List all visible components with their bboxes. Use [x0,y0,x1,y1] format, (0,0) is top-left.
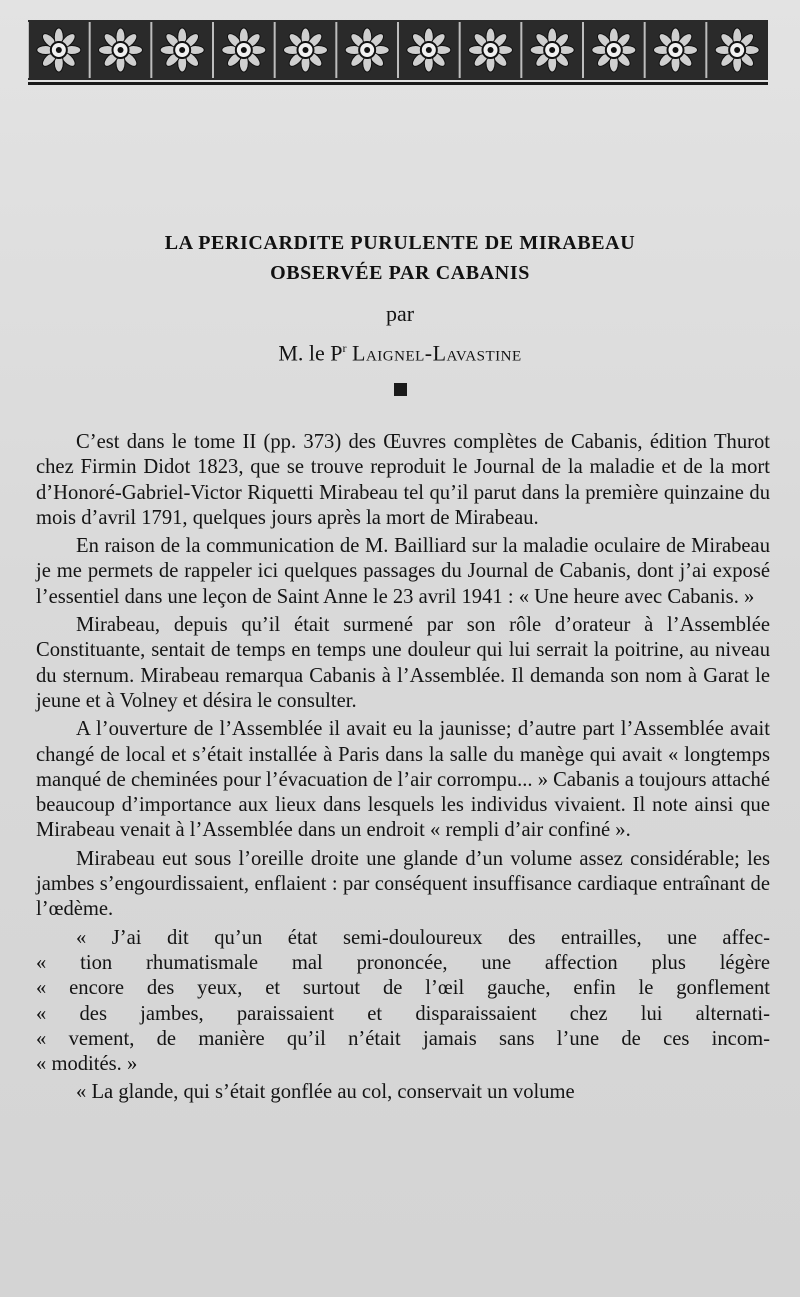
article-title-line-1: LA PERICARDITE PURULENTE DE MIRABEAU [164,232,636,254]
byline-par: par [385,301,415,326]
floral-frieze-ornament [28,20,768,88]
quotation-block [36,926,770,1078]
paragraph-3: Mirabeau, depuis qu’il était surmené par son rôle d’orateur à l’Assemblée Constituante, sentait de temps en temps une douleur qui lui serrait la poitrine, au niveau du sternum. Mirabeau remarqua Cabanis à l’Assemblée. Il demanda son nom à Garat le jeune et à Volney et désira le consulter. [36,614,770,712]
square-ornament-icon [394,383,407,396]
quote-line-4: « des jambes, paraissaient et disparaissaient chez lui alternati- [36,1002,770,1025]
author-prefix: M. le P [278,340,343,366]
quote-line-3: « encore des yeux, et surtout de l’œil gauche, enfin le gonflement [36,977,770,1000]
author-name: Laignel-Lavastine [352,340,522,366]
author-prefix-sup: r [342,341,347,355]
quote-line-1: « J’ai dit qu’un état semi-douloureux des entrailles, une affec- [76,926,770,949]
quote-line-2: « tion rhumatismale mal prononcée, une affection plus légère [36,951,770,974]
article-body [36,430,770,1109]
author-line [0,332,800,369]
paragraph-1: C’est dans le tome II (pp. 373) des Œuvres complètes de Cabanis, édition Thurot chez Firmin Didot 1823, que se trouve reproduit le Journal de la maladie et de la mort d’Honoré-Gabriel-Victor Riquetti Mirabeau tel qu’il parut dans la première quinzaine du mois d’avril 1791, quelques jours après la mort de Mirabeau. [36,431,770,529]
quote-line-6: « modités. » [36,1053,138,1076]
article-heading [0,228,800,369]
article-title-line-2: OBSERVÉE PAR CABANIS [270,262,530,284]
paragraph-last-line: « La glande, qui s’était gonflée au col, conservait un volume [76,1081,575,1104]
paragraph-5: Mirabeau eut sous l’oreille droite une glande d’un volume assez considérable; les jambes s’engourdissaient, enflaient : par conséquent insuffisance cardiaque entraînant de l’œdème. [36,847,770,921]
quote-line-5: « vement, de manière qu’il n’était jamais sans l’une de ces incom- [36,1027,770,1050]
paragraph-4: A l’ouverture de l’Assemblée il avait eu la jaunisse; d’autre part l’Assemblée avait changé de local et s’était installée à Paris dans la salle du manège qui avait « longtemps manqué de cheminées pour l’évacuation de l’air corrompu... » Cabanis a toujours attaché beaucoup d’importance aux lieux dans lesquels les individus vivaient. Il note ainsi que Mirabeau venait à l’Assemblée dans un endroit « rempli d’air confiné ». [36,718,770,842]
paragraph-2: En raison de la communication de M. Bailliard sur la maladie oculaire de Mirabeau je me permets de rappeler ici quelques passages du Journal de Cabanis, dont j’ai exposé l’essentiel dans une leçon de Saint Anne le 23 avril 1941 : « Une heure avec Cabanis. » [36,535,770,608]
